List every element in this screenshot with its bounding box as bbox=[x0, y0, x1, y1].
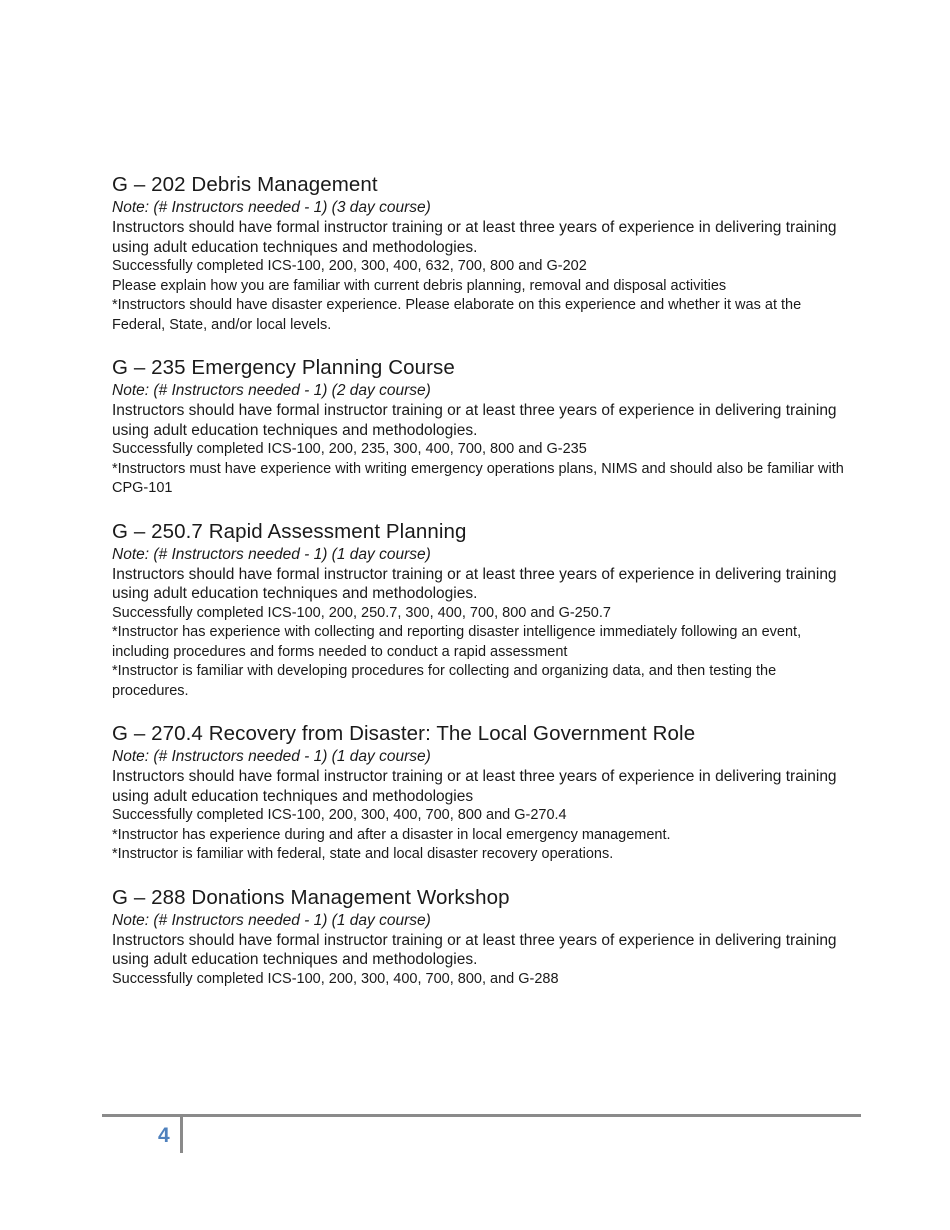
page-number: 4 bbox=[158, 1124, 170, 1147]
course-note: Note: (# Instructors needed - 1) (1 day course) bbox=[112, 545, 431, 563]
course-requirement: Instructors should have formal instructor training or at least three years of experience in delivering training using adult education techniques and methodologies. bbox=[112, 931, 837, 968]
course-detail: *Instructor has experience during and after a disaster in local emergency management. bbox=[112, 826, 671, 843]
course-note: Note: (# Instructors needed - 1) (1 day course) bbox=[112, 748, 431, 765]
course-requirement: Instructors should have formal instructor training or at least three years of experience in delivering training using adult education techniques and methodologies. bbox=[112, 402, 837, 439]
footer-vertical-divider bbox=[180, 1116, 183, 1153]
course-detail: Successfully completed ICS-100, 200, 300, 400, 632, 700, 800 and G-202 bbox=[112, 258, 587, 274]
course-detail: *Instructors must have experience with writing emergency operations plans, NIMS and should also be familiar with CPG-101 bbox=[112, 460, 844, 496]
course-detail: Successfully completed ICS-100, 200, 235, 300, 400, 700, 800 and G-235 bbox=[112, 441, 587, 457]
course-detail: *Instructor is familiar with federal, state and local disaster recovery operations. bbox=[112, 846, 614, 862]
course-requirement: Instructors should have formal instructor training or at least three years of experience in delivering training using adult education techniques and methodologies. bbox=[112, 219, 837, 256]
course-requirement: Instructors should have formal instructor training or at least three years of experience in delivering training using adult education techniques and methodologies. bbox=[112, 565, 837, 602]
course-title: G – 288 Donations Management Workshop bbox=[112, 885, 510, 909]
course-detail: Successfully completed ICS-100, 200, 250.7, 300, 400, 700, 800 and G-250.7 bbox=[112, 604, 611, 621]
course-note: Note: (# Instructors needed - 1) (3 day course) bbox=[112, 199, 431, 216]
course-detail: *Instructor has experience with collecting and reporting disaster intelligence immediately following an event, including procedures and forms needed to conduct a rapid assessment bbox=[112, 624, 802, 660]
course-detail: Please explain how you are familiar with current debris planning, removal and disposal activities bbox=[112, 277, 727, 294]
course-title: G – 202 Debris Management bbox=[112, 173, 378, 196]
course-title: G – 270.4 Recovery from Disaster: The Local Government Role bbox=[112, 722, 696, 745]
course-title: G – 250.7 Rapid Assessment Planning bbox=[112, 519, 467, 543]
course-section bbox=[112, 721, 852, 865]
course-detail: *Instructors should have disaster experience. Please elaborate on this experience and whether it was at the Federal, State, and/or local levels. bbox=[112, 297, 802, 333]
course-title: G – 235 Emergency Planning Course bbox=[112, 356, 455, 379]
course-section bbox=[112, 885, 852, 990]
footer-divider bbox=[102, 1114, 861, 1117]
course-detail: Successfully completed ICS-100, 200, 300, 400, 700, 800 and G-270.4 bbox=[112, 807, 567, 823]
course-note: Note: (# Instructors needed - 1) (2 day course) bbox=[112, 382, 431, 399]
course-section bbox=[112, 172, 852, 335]
course-detail: Successfully completed ICS-100, 200, 300, 400, 700, 800, and G-288 bbox=[112, 970, 559, 987]
course-note: Note: (# Instructors needed - 1) (1 day course) bbox=[112, 911, 431, 929]
course-section bbox=[112, 519, 852, 702]
page-content bbox=[112, 172, 852, 1009]
course-requirement: Instructors should have formal instructor training or at least three years of experience in delivering training using adult education techniques and methodologies bbox=[112, 768, 837, 805]
course-section bbox=[112, 355, 852, 499]
course-detail: *Instructor is familiar with developing procedures for collecting and organizing data, and then testing the procedures. bbox=[112, 663, 777, 699]
